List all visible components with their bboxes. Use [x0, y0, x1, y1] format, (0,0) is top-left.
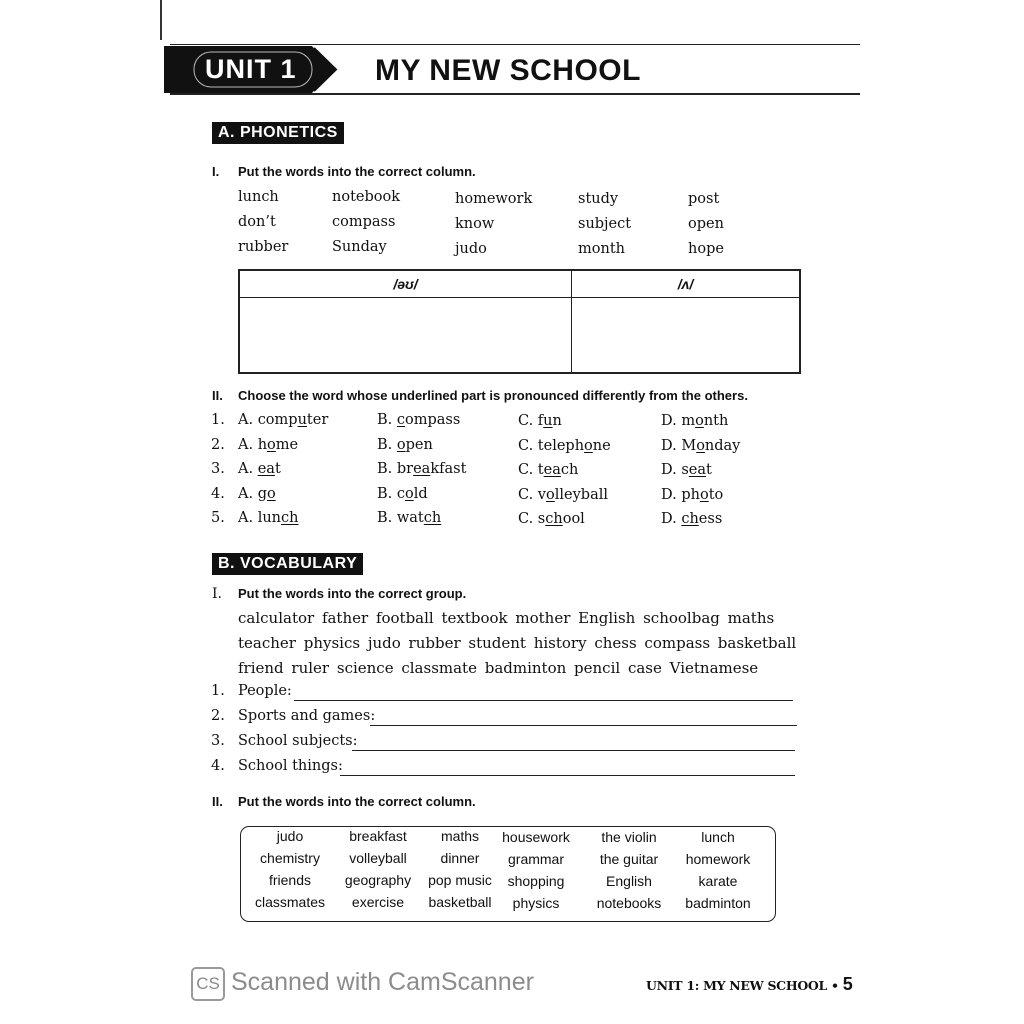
- section-a-badge: A. PHONETICS: [212, 122, 344, 144]
- underlined-part: ch: [423, 510, 442, 526]
- box-word: the guitar: [599, 851, 659, 867]
- question-number: 2.: [211, 436, 225, 453]
- box-word: badminton: [685, 895, 751, 911]
- page-title: MY NEW SCHOOL: [375, 54, 641, 87]
- option-text: C. s: [518, 511, 546, 527]
- option-text: nday: [704, 437, 741, 454]
- camscanner-logo-icon: CS: [191, 967, 225, 1001]
- box-word: housework: [502, 829, 570, 845]
- underlined-part: o: [266, 485, 276, 502]
- option-text: B. c: [377, 485, 405, 502]
- option-text: to: [708, 486, 724, 503]
- underlined-part: ea: [543, 462, 561, 478]
- option-text: kfast: [430, 461, 467, 477]
- option-text: B.: [377, 436, 397, 453]
- option-text: A.: [238, 461, 258, 477]
- box-word: grammar: [507, 851, 565, 867]
- box-word: basketball: [428, 894, 492, 910]
- underlined-part: o: [699, 486, 709, 503]
- underlined-part: o: [584, 437, 593, 454]
- answer-line[interactable]: [370, 725, 797, 726]
- option-text: C. t: [518, 462, 544, 478]
- option-text: D. M: [661, 437, 697, 454]
- word-item: hope: [688, 241, 724, 257]
- option-a[interactable]: [238, 412, 328, 428]
- underlined-part: ch: [281, 510, 299, 526]
- option-text: n: [552, 413, 562, 429]
- group-label: School things:: [238, 758, 343, 774]
- vocab-word-line-1: calculator father football textbook mother English schoolbag maths: [238, 609, 775, 627]
- underlined-part: ea: [688, 462, 707, 478]
- header-rule-bottom: [170, 93, 860, 95]
- word-item: Sunday: [332, 239, 387, 255]
- option-a[interactable]: [238, 510, 298, 526]
- option-text: t: [706, 462, 712, 478]
- option-c[interactable]: [518, 413, 562, 429]
- option-c[interactable]: [518, 487, 608, 503]
- underlined-part: u: [297, 412, 307, 428]
- group-number: 2.: [211, 708, 225, 724]
- option-b[interactable]: [377, 461, 466, 477]
- option-text: C. teleph: [518, 437, 585, 454]
- option-text: B. br: [377, 461, 414, 477]
- box-word: homework: [685, 851, 751, 867]
- option-text: B. wat: [377, 510, 424, 526]
- page-footer: UNIT 1: MY NEW SCHOOL • 5: [646, 974, 853, 994]
- answer-line[interactable]: [340, 775, 795, 776]
- question-number: 4.: [211, 485, 225, 502]
- box-word: volleyball: [349, 850, 407, 866]
- box-word: lunch: [701, 829, 735, 845]
- word-item: subject: [578, 216, 632, 232]
- box-word: exercise: [351, 894, 405, 910]
- word-item: month: [578, 241, 625, 257]
- answer-line[interactable]: [352, 750, 795, 751]
- question-number: 5.: [211, 510, 225, 526]
- camscanner-watermark: Scanned with CamScanner: [231, 968, 534, 996]
- word-item: judo: [455, 241, 487, 257]
- group-number: 4.: [211, 758, 225, 774]
- option-d[interactable]: [661, 511, 722, 527]
- option-text: A. comp: [238, 412, 298, 428]
- option-text: D. ph: [661, 486, 700, 503]
- option-d[interactable]: [661, 487, 723, 503]
- option-text: t: [274, 461, 281, 477]
- option-text: ld: [413, 485, 428, 502]
- option-c[interactable]: [518, 438, 611, 454]
- word-item: homework: [455, 191, 533, 207]
- word-item: notebook: [332, 189, 401, 205]
- page-number: 5: [842, 974, 853, 994]
- vocab-word-line-3: friend ruler science classmate badminton pencil case Vietnamese: [238, 659, 759, 677]
- option-text: C. v: [518, 486, 546, 503]
- word-item: post: [688, 191, 720, 207]
- underlined-part: o: [267, 436, 276, 453]
- underlined-part: ch: [545, 511, 563, 527]
- box-word: the violin: [601, 829, 657, 845]
- box-word: shopping: [507, 873, 565, 889]
- option-b[interactable]: [377, 486, 428, 502]
- box-word: physics: [512, 895, 560, 911]
- option-text: ne: [592, 437, 611, 454]
- vocab-word-line-2: teacher physics judo rubber student history chess compass basketball: [238, 634, 797, 652]
- group-number: 3.: [211, 733, 225, 749]
- option-text: A. h: [238, 436, 268, 453]
- box-word: breakfast: [349, 828, 407, 844]
- underlined-part: u: [543, 413, 553, 429]
- exercise-b2-instruction: II. Put the words into the correct column.: [212, 794, 476, 809]
- box-word: chemistry: [260, 850, 320, 866]
- word-item: study: [578, 191, 619, 207]
- option-d[interactable]: [661, 438, 740, 454]
- word-item: rubber: [238, 239, 289, 255]
- underlined-part: o: [696, 437, 705, 454]
- option-text: C. f: [518, 413, 544, 429]
- option-text: B.: [377, 412, 397, 428]
- option-b[interactable]: [377, 412, 460, 428]
- exercise-a1-instruction: I. Put the words into the correct column.: [212, 164, 476, 179]
- option-text: pen: [405, 436, 433, 453]
- group-label: Sports and games:: [238, 708, 376, 724]
- word-item: open: [688, 216, 724, 232]
- underlined-part: ea: [413, 461, 431, 477]
- box-word: maths: [440, 828, 480, 844]
- option-d[interactable]: [661, 462, 712, 478]
- option-text: lleyball: [554, 486, 608, 503]
- word-item: don’t: [238, 214, 276, 230]
- option-c[interactable]: [518, 462, 578, 478]
- option-text: ter: [306, 412, 329, 428]
- underlined-part: o: [546, 486, 555, 503]
- group-number: 1.: [211, 683, 225, 699]
- group-label: School subjects:: [238, 733, 358, 749]
- column-header-ou: /əʊ/: [239, 270, 572, 298]
- option-text: ess: [698, 511, 723, 527]
- answer-line[interactable]: [294, 700, 793, 701]
- section-b-badge: B. VOCABULARY: [212, 553, 363, 575]
- option-text: ch: [560, 462, 579, 478]
- word-item: lunch: [238, 189, 279, 205]
- phonetics-table: [238, 269, 801, 374]
- box-word: dinner: [440, 850, 480, 866]
- box-word: English: [606, 873, 652, 889]
- box-word: karate: [698, 873, 738, 889]
- option-text: D. m: [661, 413, 696, 429]
- option-b[interactable]: [377, 510, 441, 526]
- underlined-part: c: [396, 412, 405, 428]
- underlined-part: o: [695, 413, 704, 429]
- option-text: ool: [562, 511, 585, 527]
- word-item: know: [455, 216, 495, 232]
- column-header-uh: /ʌ/: [572, 270, 800, 298]
- option-text: D. s: [661, 462, 689, 478]
- option-a[interactable]: [238, 461, 281, 477]
- box-word: classmates: [254, 894, 326, 910]
- option-a[interactable]: [238, 437, 298, 453]
- exercise-a2-instruction: II. Choose the word whose underlined part is pronounced differently from the others.: [212, 388, 748, 403]
- box-word: friends: [268, 872, 312, 888]
- exercise-b1-instruction: I. Put the words into the correct group.: [212, 586, 467, 602]
- option-text: A. g: [238, 485, 267, 502]
- box-word: pop music: [428, 872, 492, 888]
- underlined-part: ch: [681, 511, 699, 527]
- option-a[interactable]: [238, 486, 276, 502]
- margin-line: [160, 0, 162, 40]
- underlined-part: ea: [257, 461, 275, 477]
- question-number: 3.: [211, 461, 225, 477]
- underlined-part: o: [396, 436, 406, 453]
- option-b[interactable]: [377, 437, 433, 453]
- unit-label: UNIT 1: [205, 54, 297, 84]
- box-word: notebooks: [596, 895, 662, 911]
- option-text: D.: [661, 511, 682, 527]
- underlined-part: o: [405, 485, 414, 502]
- box-word: geography: [344, 872, 412, 888]
- group-label: People:: [238, 683, 292, 699]
- header-rule-top: [170, 44, 860, 45]
- option-text: me: [275, 436, 299, 453]
- option-text: ompass: [405, 412, 461, 428]
- answer-cell-ou[interactable]: [239, 298, 572, 374]
- question-number: 1.: [211, 412, 225, 428]
- word-item: compass: [332, 214, 396, 230]
- answer-cell-uh[interactable]: [572, 298, 800, 374]
- option-text: nth: [703, 413, 729, 429]
- option-d[interactable]: [661, 413, 728, 429]
- box-word: judo: [276, 828, 304, 844]
- option-text: A. lun: [238, 510, 282, 526]
- option-c[interactable]: [518, 511, 585, 527]
